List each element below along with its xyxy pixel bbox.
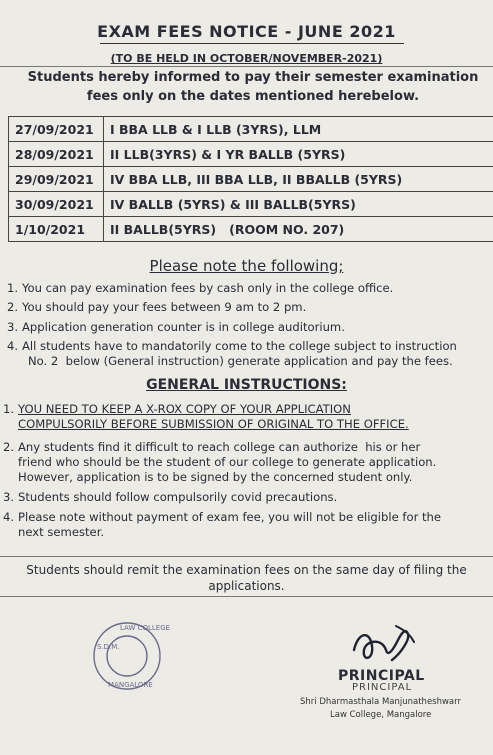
- schedule-date: 27/09/2021: [9, 117, 104, 142]
- schedule-date: 1/10/2021: [9, 217, 104, 242]
- remit-note: [0, 562, 493, 594]
- list-text: next semester.: [18, 525, 105, 539]
- table-row: [9, 167, 493, 192]
- divider: [0, 556, 493, 557]
- college-seal: [84, 616, 170, 700]
- title-underline: [100, 43, 404, 44]
- divider: [0, 596, 493, 597]
- college-name: Shri Dharmasthala Manjunatheshwarr: [300, 697, 461, 707]
- notice-subtitle: (TO BE HELD IN OCTOBER/NOVEMBER-2021): [110, 52, 383, 65]
- intro-line: Students hereby informed to pay their semester examination: [27, 70, 479, 85]
- remit-line: applications.: [208, 579, 285, 593]
- note-heading: Please note the following;: [149, 257, 344, 275]
- seal-text-top: LAW COLLEGE: [120, 624, 170, 632]
- college-location: Law College, Mangalore: [330, 710, 432, 720]
- fee-schedule-table: [8, 116, 493, 242]
- schedule-date: 30/09/2021: [9, 192, 104, 217]
- list-number: 1.: [3, 402, 15, 416]
- list-text: friend who should be the student of our college to generate application.: [18, 455, 437, 469]
- list-text: COMPULSORILY BEFORE SUBMISSION OF ORIGINAL TO THE OFFICE.: [18, 417, 409, 431]
- schedule-classes: I BBA LLB & I LLB (3YRS), LLM: [104, 117, 493, 142]
- list-text: No. 2 below (General instruction) generate application and pay the fees.: [28, 354, 453, 368]
- schedule-date: 28/09/2021: [9, 142, 104, 167]
- list-number: 2.: [3, 440, 15, 454]
- list-number: 3.: [3, 490, 15, 504]
- instructions-list: [3, 402, 489, 552]
- list-number: 4.: [3, 510, 15, 524]
- general-instructions-heading: GENERAL INSTRUCTIONS:: [146, 377, 347, 393]
- intro-text: [18, 68, 488, 106]
- list-text: You should pay your fees between 9 am to 2 pm.: [22, 300, 307, 314]
- intro-line: fees only on the dates mentioned herebelow.: [86, 89, 420, 104]
- schedule-classes: II LLB(3YRS) & I YR BALLB (5YRS): [104, 142, 493, 167]
- list-text: All students have to mandatorily come to the college subject to instruction: [22, 339, 457, 353]
- table-row: [9, 192, 493, 217]
- principal-label: PRINCIPAL: [338, 668, 425, 684]
- seal-text-left: S.D.M.: [97, 643, 120, 651]
- list-text: However, application is to be signed by the concerned student only.: [18, 470, 413, 484]
- list-text: Students should follow compulsorily covid precautions.: [18, 490, 338, 504]
- table-row: [9, 217, 493, 242]
- list-text: Please note without payment of exam fee, you will not be eligible for the: [18, 510, 442, 524]
- schedule-classes: II BALLB(5YRS) (ROOM NO. 207): [104, 217, 493, 242]
- notes-list: [7, 281, 487, 376]
- schedule-classes: IV BALLB (5YRS) & III BALLB(5YRS): [104, 192, 493, 217]
- remit-line: Students should remit the examination fees on the same day of filing the: [26, 563, 467, 577]
- principal-signature: [348, 620, 418, 674]
- list-text: Any students find it difficult to reach college can authorize his or her: [18, 440, 421, 454]
- list-number: 2.: [7, 300, 19, 314]
- table-row: [9, 117, 493, 142]
- schedule-date: 29/09/2021: [9, 167, 104, 192]
- list-number: 3.: [7, 320, 19, 334]
- table-row: [9, 142, 493, 167]
- list-number: 4.: [7, 339, 19, 353]
- list-text: YOU NEED TO KEEP A X-ROX COPY OF YOUR APPLICATION: [18, 402, 351, 416]
- schedule-classes: IV BBA LLB, III BBA LLB, II BBALLB (5YRS): [104, 167, 493, 192]
- list-text: You can pay examination fees by cash only in the college office.: [22, 281, 394, 295]
- list-number: 1.: [7, 281, 19, 295]
- principal-stamp-label: PRINCIPAL: [352, 682, 413, 693]
- notice-title: EXAM FEES NOTICE - JUNE 2021: [97, 22, 396, 41]
- divider: [0, 66, 493, 67]
- list-text: Application generation counter is in college auditorium.: [22, 320, 345, 334]
- seal-text-bottom: MANGALORE: [108, 681, 153, 689]
